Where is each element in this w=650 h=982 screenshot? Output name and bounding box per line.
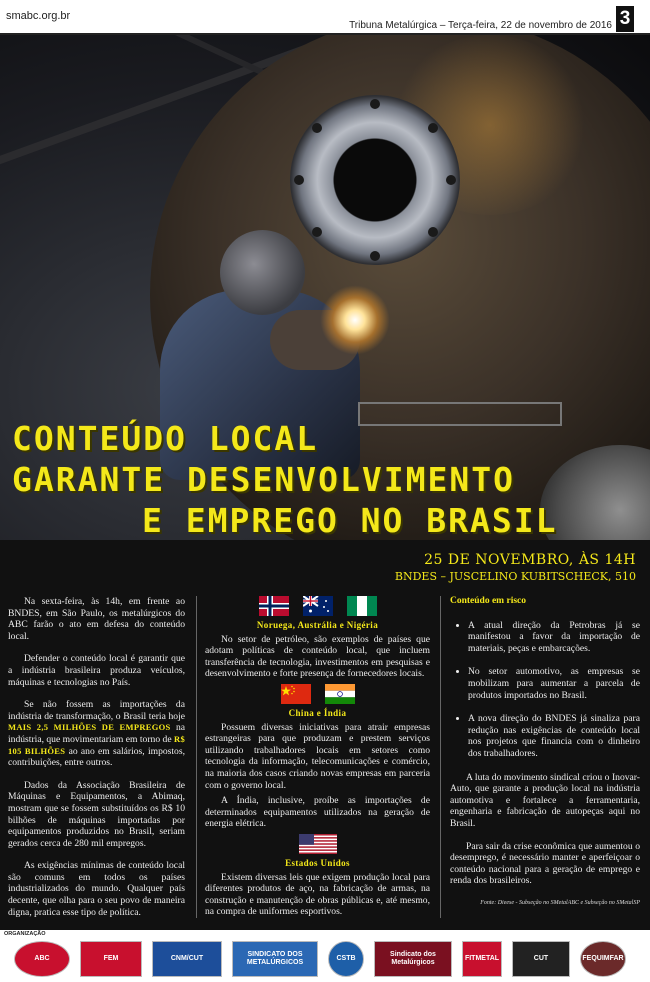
text-fragment: na indústria, que movimentariam em torno de [8,722,186,745]
section-heading: Conteúdo em risco [450,596,526,606]
event-info [395,552,636,583]
bolt-hole [446,175,456,185]
sindicato-logo[interactable]: SINDICATO DOS METALÚRGICOS [232,941,318,977]
paragraph: As exigências mínimas de conteúdo local são comuns em todos os países industrializados do mundo. Qualquer país decente, que olha para o seu povo de maneira digna, pratica esse tipo de política. [8,860,185,918]
paragraph: Para sair da crise econômica que aumentou o desemprego, é necessário manter e aperfeiçoar o conteúdo nacional para a geração de emprego e renda dos brasileiros. [450,840,640,887]
fitmetal-logo[interactable]: FITMETAL [462,941,502,977]
paragraph [8,699,185,769]
flag-row [205,596,430,616]
list-item: • A atual direção da Petrobras já se manifestou a favor da importação de materiais, peças e embarcações. [468,620,640,655]
organizers-footer [0,930,650,982]
headline [12,418,642,541]
event-location: BNDES – JUSCELINO KUBITSCHECK, 510 [394,570,636,583]
source-note: Fonte: Dieese - Subseção no SMetalABC e Subseção no SMetalSP [480,899,640,906]
bolt-hole [428,227,438,237]
region-heading: China e Índia [288,707,347,718]
paragraph: Existem diversas leis que exigem produção local para diferentes produtos de aço, na fabricação de armas, na construção e manutenção de obras públicas e, até mesmo, na compra de uniformes esportivos. [205,871,430,918]
flag-row [205,834,430,854]
headline-line-2: GARANTE DESENVOLVIMENTO [12,460,515,499]
region-heading: Noruega, Austrália e Nigéria [256,620,379,630]
bolt-hole [312,123,322,133]
nigeria-flag-icon [347,596,377,616]
australia-flag-icon [303,596,333,616]
flag-row [205,684,430,704]
bolt-hole [428,123,438,133]
paragraph: Dados da Associação Brasileira de Máquinas e Equipamentos, a Abimaq, mostram que se fossem substituídos os R$ 10 bilhões de máquinas importadas por equipamentos produzidos no Brasil, seriam gerados cerca de 280 mil empregos. [8,779,185,849]
paragraph: Possuem diversas iniciativas para atrair empresas estrangeiras para que produzam e prestem serviços utilizando trabalhadores locais em setores como tecnologia da informação, telecomunicações e comércio, na maioria dos casos criando novas empresas em parceria com o governo local. [205,721,430,791]
cut-logo[interactable]: CUT [512,941,570,977]
column-divider [440,596,441,918]
india-flag-icon [325,684,355,704]
page-number: 3 [616,6,634,32]
welding-spark [320,285,390,355]
list-item: • No setor automotivo, as empresas se mobilizam para aumentar a parcela de produtos importados no Brasil. [468,666,640,701]
article-column-1 [8,596,185,929]
text-fragment: Se não fossem as importações da indústria de transformação, o Brasil teria hoje [8,699,185,722]
welder-mask [220,230,305,315]
abc-logo[interactable]: ABC [14,941,70,977]
headline-line-3: E EMPREGO NO BRASIL [142,501,558,540]
china-flag-icon [281,684,311,704]
site-url[interactable]: smabc.org.br [6,10,71,22]
fequimfar-logo[interactable]: FEQUIMFAR [580,941,626,977]
usa-flag-icon [299,834,337,854]
text-fragment: ao ano em salários, impostos, contribuições, entre outros. [8,745,185,769]
sindicato-metalurgicos-logo[interactable]: Sindicato dos Metalúrgicos [374,941,452,977]
risk-list [450,620,640,760]
event-date: 25 DE NOVEMBRO, ÀS 14H [424,552,636,568]
page-header [0,0,650,34]
paragraph: Na sexta-feira, às 14h, em frente ao BNDES, em São Paulo, os metalúrgicos do ABC farão o ato em defesa do conteúdo local. [8,596,185,642]
region-heading: Estados Unidos [285,857,350,868]
headline-line-1: CONTEÚDO LOCAL [12,419,319,458]
fem-logo[interactable]: FEM [80,941,142,977]
cstb-logo[interactable]: CSTB [328,941,364,977]
column-divider [196,596,197,918]
paragraph: No setor de petróleo, são exemplos de países que adotam políticas de conteúdo local, que incluem transferência de tecnologia, investimentos em pesquisas e desenvolvimento e forte presença de fornecedores locais. [205,633,430,680]
masthead: Tribuna Metalúrgica – Terça-feira, 22 de novembro de 2016 [349,20,612,31]
highlight-jobs: MAIS 2,5 MILHÕES DE EMPREGOS [8,722,171,733]
paragraph: A Índia, inclusive, proíbe as importações de determinados equipamentos utilizados na geração de energia elétrica. [205,795,430,830]
highlight-amount: R$ 105 BILHÕES [8,733,185,756]
article-column-3 [450,596,640,909]
norway-flag-icon [259,596,289,616]
list-item: • A nova direção do BNDES já sinaliza para redução nas exigências de conteúdo local nos projetos que financia com o dinheiro dos trabalhadores. [468,713,640,759]
paragraph: A luta do movimento sindical criou o Inovar-Auto, que garante a produção local na indústria automotiva e fortalece a ferramentaria, engenharia e fabricação de autopeças aqui no Brasil. [450,771,640,829]
footer-label: ORGANIZAÇÃO [4,931,46,937]
article-column-2 [205,596,430,922]
cnm-cut-logo[interactable]: CNM/CUT [152,941,222,977]
bolt-hole [370,99,380,109]
paragraph: Defender o conteúdo local é garantir que a indústria brasileira produza veículos, máquinas e tecnologias no País. [8,653,185,688]
bolt-hole [294,175,304,185]
